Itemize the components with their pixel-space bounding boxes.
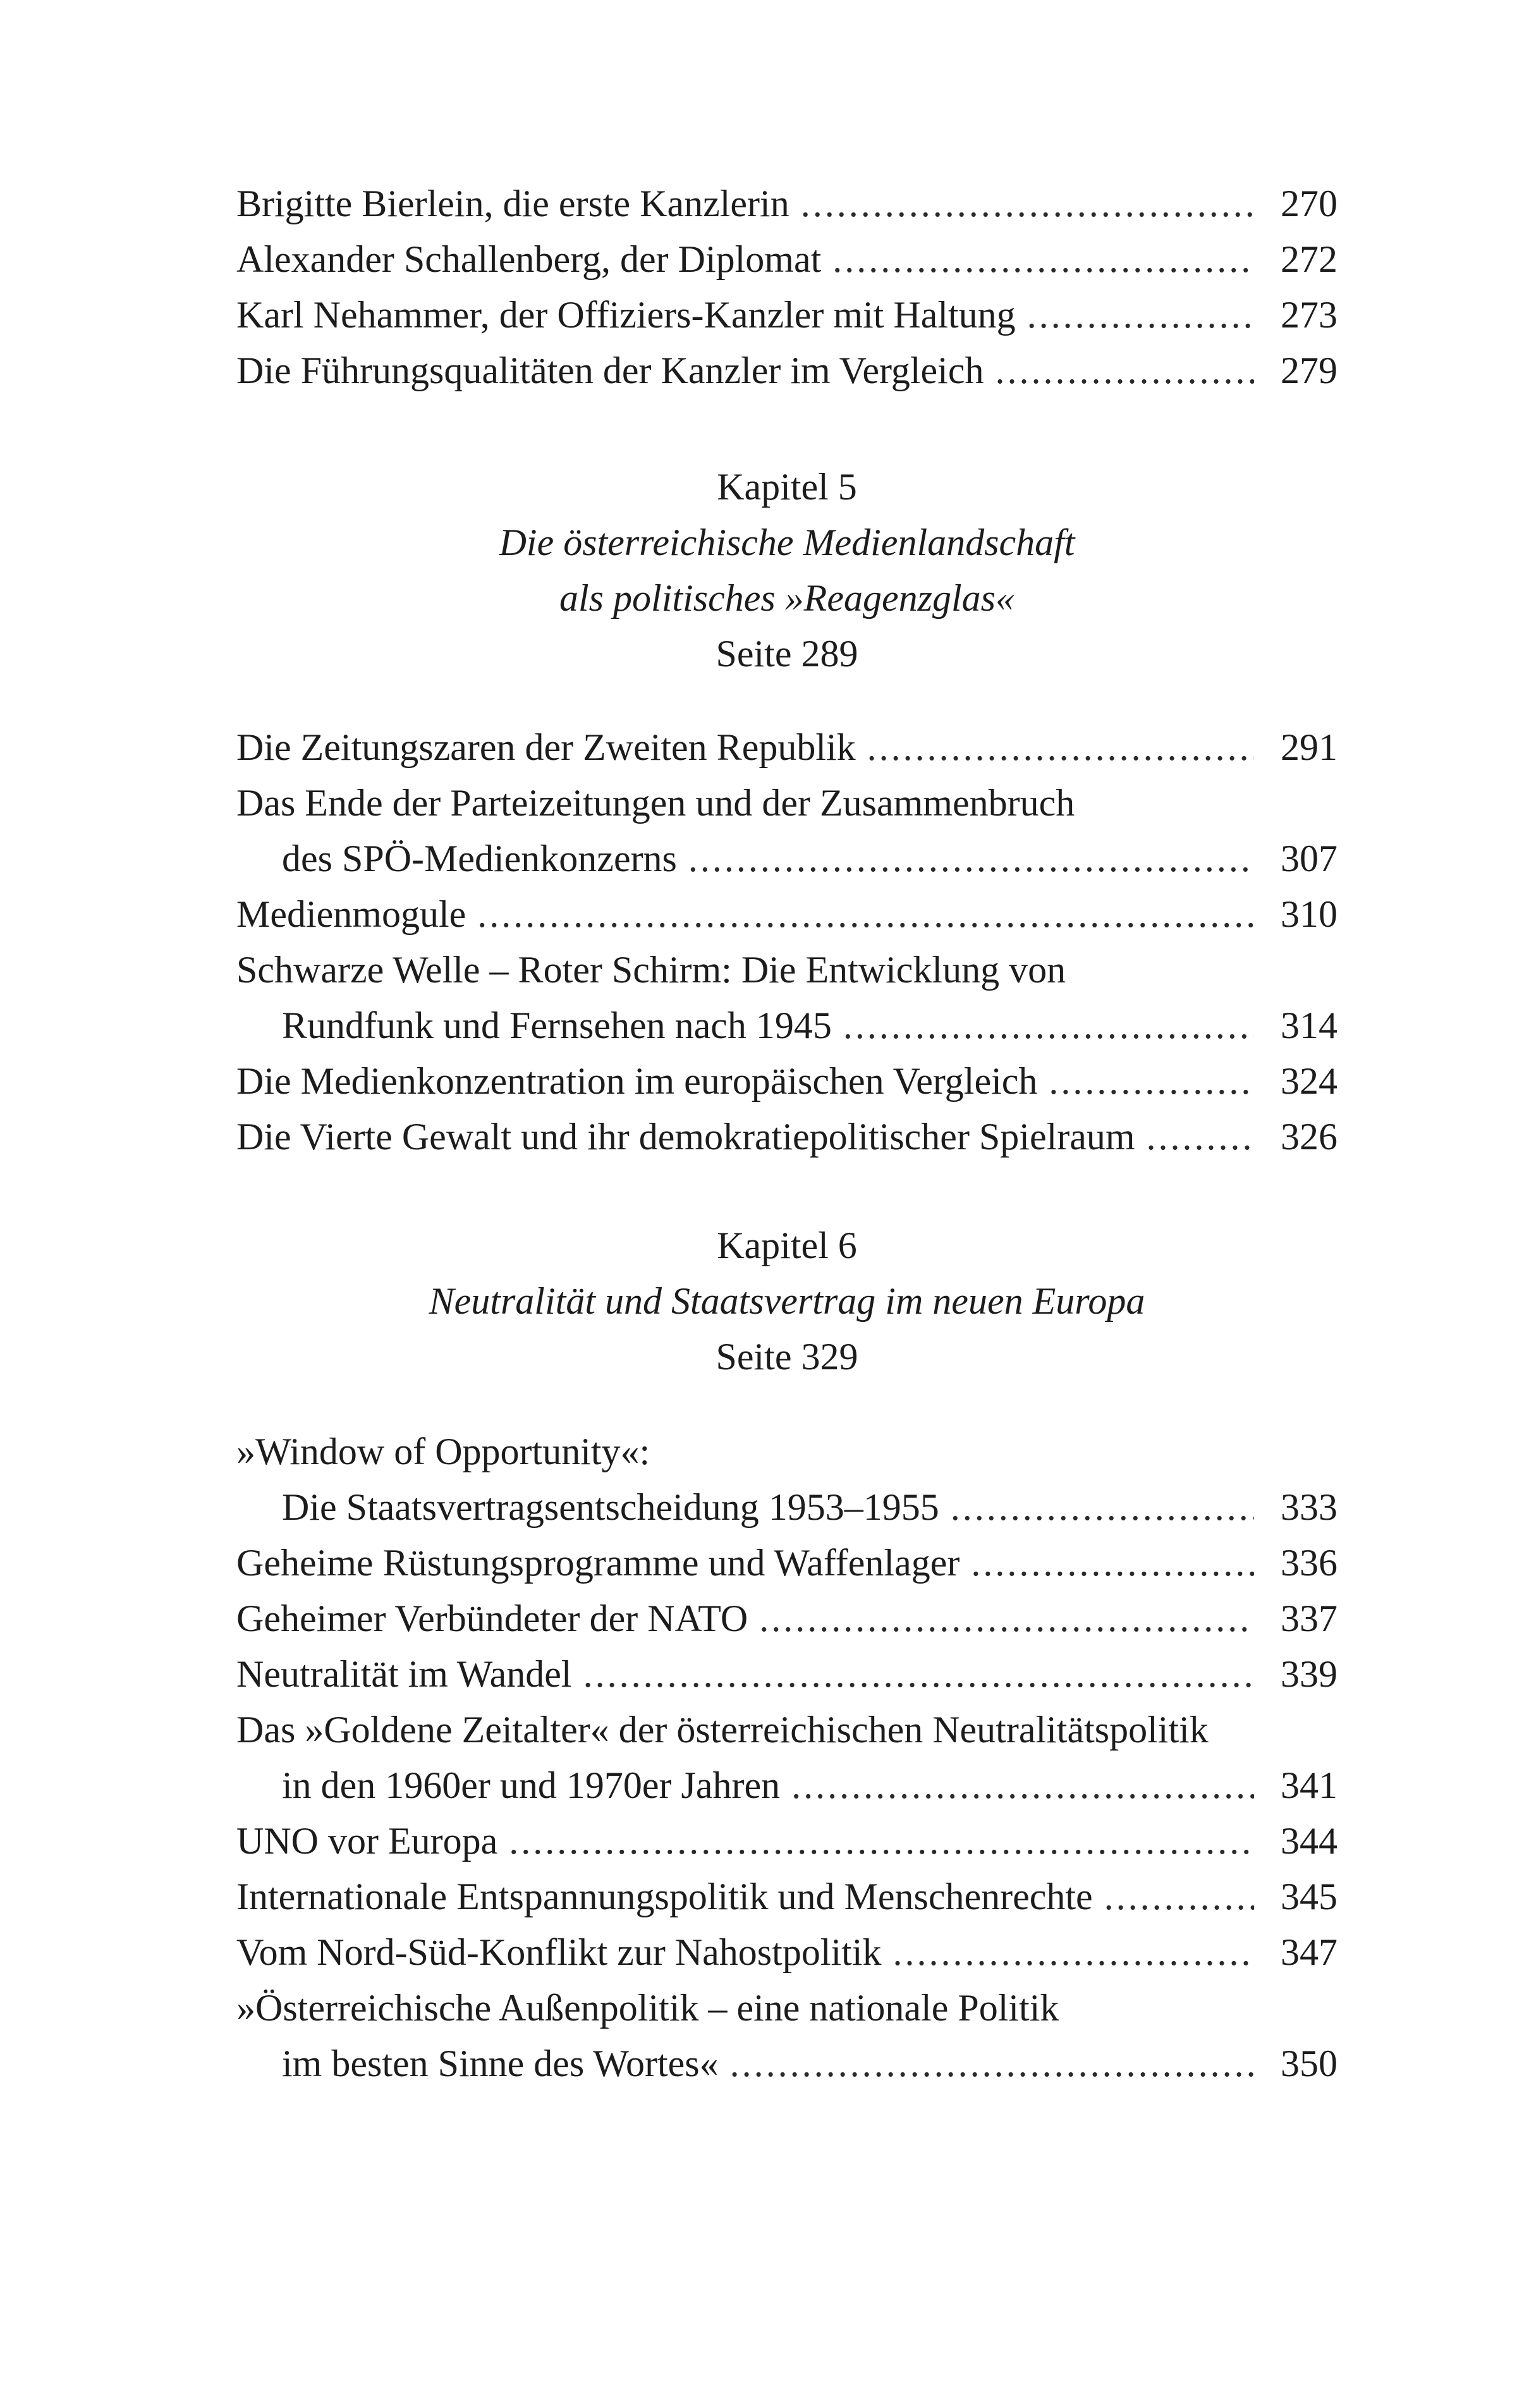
toc-entry-page: 270 <box>1281 183 1337 224</box>
toc-entry-page: 347 <box>1281 1931 1337 1973</box>
toc-section-top <box>236 176 1337 398</box>
toc-leader-dots <box>832 231 1254 287</box>
chapter-5-heading <box>236 459 1337 681</box>
toc-leader-dots <box>801 176 1254 231</box>
toc-entry-page: 350 <box>1281 2043 1337 2084</box>
toc-entry-title: Brigitte Bierlein, die erste Kanzlerin <box>236 183 789 224</box>
toc-entry-page: 345 <box>1281 1876 1337 1917</box>
chapter-label: Kapitel 5 <box>717 466 857 508</box>
toc-leader-dots <box>1104 1869 1254 1924</box>
toc-entry <box>236 1869 1337 1924</box>
toc-entry-page: 272 <box>1281 238 1337 280</box>
toc-entry <box>236 1924 1337 1980</box>
toc-entry-title-continued: des SPÖ-Medienkonzerns <box>282 838 677 879</box>
toc-entry <box>236 1591 1337 1646</box>
toc-entry-title: Karl Nehammer, der Offiziers-Kanzler mit Haltung <box>236 294 1016 336</box>
toc-entry-page: 336 <box>1281 1542 1337 1584</box>
toc-entry <box>236 831 1337 886</box>
toc-entry-title: »Window of Opportunity«: <box>236 1431 650 1472</box>
toc-leader-dots <box>730 2036 1254 2091</box>
toc-entry-page: 279 <box>1281 350 1337 391</box>
toc-entry-page: 273 <box>1281 294 1337 336</box>
chapter-page-ref: Seite 289 <box>716 633 858 675</box>
toc-entry-title: Internationale Entspannungspolitik und Menschenrechte <box>236 1876 1093 1917</box>
toc-leader-dots <box>509 1813 1254 1869</box>
toc-entry <box>236 998 1337 1053</box>
toc-entry <box>236 719 1337 775</box>
toc-entry-title: »Österreichische Außenpolitik – eine nationale Politik <box>236 1987 1059 2029</box>
toc-leader-dots <box>1049 1053 1254 1109</box>
toc-leader-dots <box>843 998 1254 1053</box>
toc-entry-title: Geheimer Verbündeter der NATO <box>236 1598 748 1639</box>
toc-leader-dots <box>791 1757 1254 1813</box>
toc-entry-title: UNO vor Europa <box>236 1820 498 1862</box>
toc-entry <box>236 1109 1337 1164</box>
toc-entry-title: Geheime Rüstungsprogramme und Waffenlager <box>236 1542 960 1584</box>
toc-entry-page: 291 <box>1281 726 1337 768</box>
toc-leader-dots <box>1027 287 1254 343</box>
toc-entry-title: Alexander Schallenberg, der Diplomat <box>236 238 822 280</box>
toc-entry-title: Die Vierte Gewalt und ihr demokratiepolitischer Spielraum <box>236 1116 1135 1158</box>
toc-entry <box>236 176 1337 231</box>
toc-entry <box>236 2036 1337 2091</box>
toc-entry-page: 337 <box>1281 1598 1337 1639</box>
toc-leader-dots <box>759 1591 1254 1646</box>
toc-entry-title: Vom Nord-Süd-Konflikt zur Nahostpolitik <box>236 1931 882 1973</box>
toc-entry-title: Schwarze Welle – Roter Schirm: Die Entwicklung von <box>236 949 1066 991</box>
toc-leader-dots <box>971 1535 1254 1591</box>
toc-section-chapter-5 <box>236 719 1337 1164</box>
toc-entry <box>236 343 1337 398</box>
toc-entry-page: 324 <box>1281 1060 1337 1102</box>
toc-entry-title: Die Medienkonzentration im europäischen Vergleich <box>236 1060 1038 1102</box>
chapter-page-ref: Seite 329 <box>716 1336 858 1378</box>
toc-entry-title-continued: Die Staatsvertragsentscheidung 1953–1955 <box>282 1486 939 1528</box>
toc-leader-dots <box>867 719 1254 775</box>
toc-leader-dots <box>477 886 1254 942</box>
toc-entry-page: 326 <box>1281 1116 1337 1158</box>
chapter-6-heading <box>236 1218 1337 1384</box>
toc-entry-title: Das Ende der Parteizeitungen und der Zusammenbruch <box>236 782 1075 824</box>
toc-entry-title-continued: im besten Sinne des Wortes« <box>282 2043 719 2084</box>
chapter-title: Neutralität und Staatsvertrag im neuen Europa <box>429 1280 1145 1322</box>
chapter-title: als politisches »Reagenzglas« <box>559 577 1014 619</box>
toc-entry <box>236 1757 1337 1813</box>
toc-entry <box>236 1535 1337 1591</box>
toc-entry-page: 307 <box>1281 838 1337 879</box>
toc-entry-page: 333 <box>1281 1486 1337 1528</box>
toc-section-chapter-6 <box>236 1424 1337 2091</box>
toc-leader-dots <box>995 343 1254 398</box>
toc-leader-dots <box>688 831 1254 886</box>
toc-entry-title: Das »Goldene Zeitalter« der österreichischen Neutralitätspolitik <box>236 1709 1209 1751</box>
chapter-label: Kapitel 6 <box>717 1225 857 1266</box>
toc-entry-title: Neutralität im Wandel <box>236 1653 572 1695</box>
toc-entry <box>236 1646 1337 1702</box>
toc-entry-page: 310 <box>1281 893 1337 935</box>
toc-entry-title: Die Führungsqualitäten der Kanzler im Vergleich <box>236 350 984 391</box>
toc-entry-page: 339 <box>1281 1653 1337 1695</box>
toc-leader-dots <box>893 1924 1255 1980</box>
toc-entry <box>236 886 1337 942</box>
toc-entry-title-continued: Rundfunk und Fernsehen nach 1945 <box>282 1005 832 1046</box>
toc-leader-dots <box>583 1646 1254 1702</box>
toc-entry-title: Die Zeitungszaren der Zweiten Republik <box>236 726 856 768</box>
toc-entry <box>236 1479 1337 1535</box>
toc-entry <box>236 1813 1337 1869</box>
toc-entry <box>236 287 1337 343</box>
toc-entry-page: 344 <box>1281 1820 1337 1862</box>
toc-entry-title-continued: in den 1960er und 1970er Jahren <box>282 1764 781 1806</box>
toc-entry <box>236 1053 1337 1109</box>
toc-leader-dots <box>1147 1109 1254 1164</box>
toc-entry <box>236 231 1337 287</box>
toc-entry-page: 314 <box>1281 1005 1337 1046</box>
chapter-title: Die österreichische Medienlandschaft <box>499 522 1075 563</box>
toc-leader-dots <box>951 1479 1254 1535</box>
toc-entry-title: Medienmogule <box>236 893 466 935</box>
toc-entry-page: 341 <box>1281 1764 1337 1806</box>
